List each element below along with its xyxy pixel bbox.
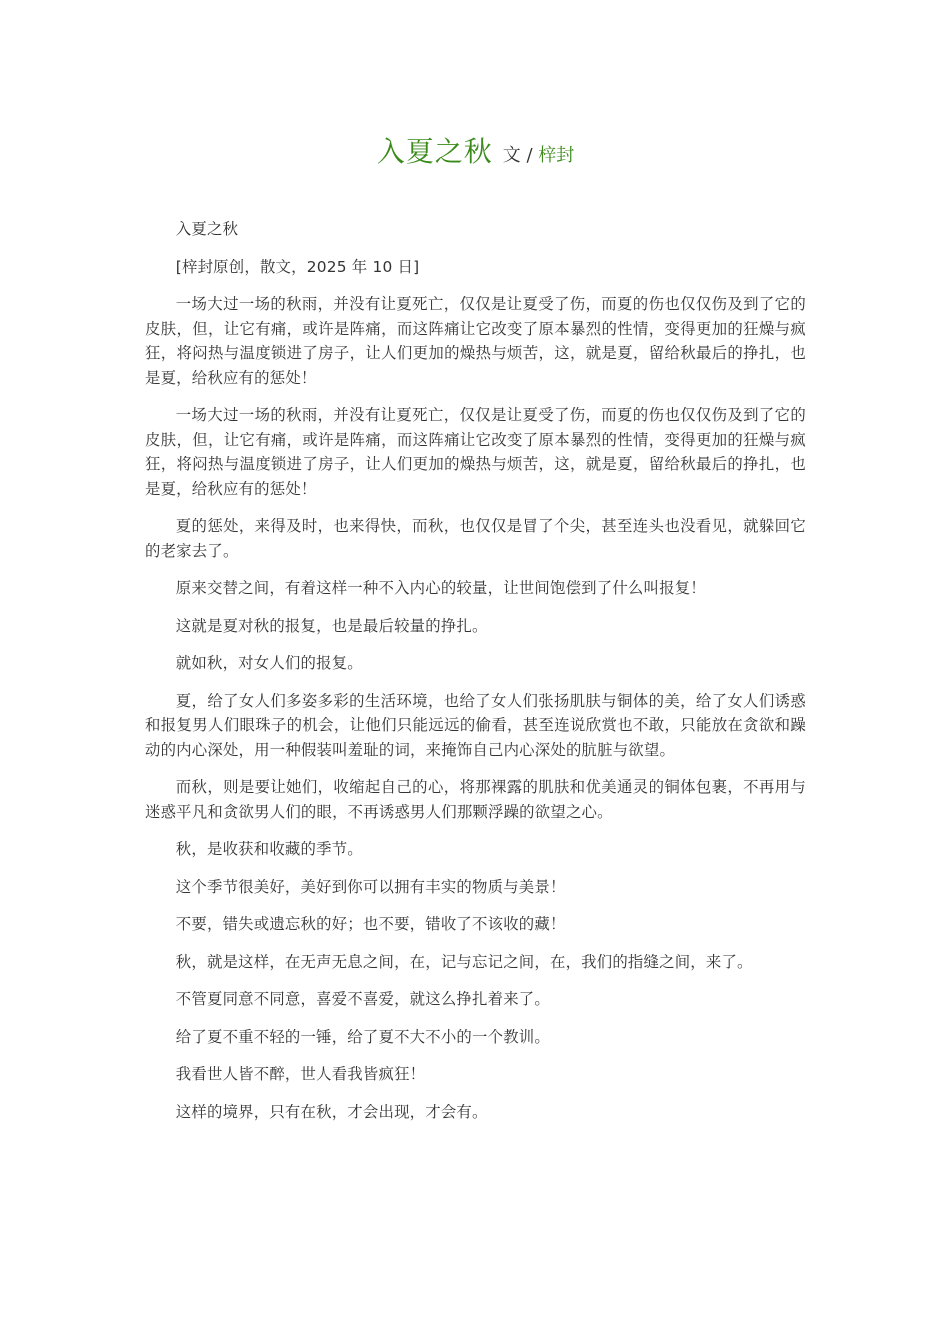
paragraph: 就如秋，对女人们的报复。 [175, 654, 363, 672]
paragraph: 而秋，则是要让她们，收缩起自己的心，将那裸露的肌肤和优美通灵的铜体包裹，不再用与迷惑平凡和贪欲男人们的眼，不再诱惑男人们那颗浮躁的欲望之心。 [145, 778, 806, 821]
author-link[interactable]: 梓封 [538, 145, 575, 166]
byline-prefix: 文 / [502, 145, 539, 166]
article-subtitle: 入夏之秋 [175, 220, 239, 238]
paragraph: 一场大过一场的秋雨，并没有让夏死亡，仅仅是让夏受了伤，而夏的伤也仅仅伤及到了它的皮肤，但，让它有痛，或许是阵痛，而这阵痛让它改变了原本暴烈的性情，变得更加的狂燥与疯狂，将闷热与温度锁进了房子，让人们更加的燥热与烦苦，这，就是夏，留给秋最后的挣扎，也是夏，给秋应有的惩处！ [145, 295, 806, 387]
paragraph: 不要，错失或遗忘秋的好；也不要，错收了不该收的藏！ [175, 915, 566, 933]
paragraph: 这就是夏对秋的报复，也是最后较量的挣扎。 [175, 616, 488, 635]
paragraph: 秋，就是这样，在无声无息之间，在，记与忘记之间，在，我们的指缝之间，来了。 [175, 952, 753, 971]
paragraph: 我看世人皆不醉，世人看我皆疯狂！ [175, 1065, 426, 1083]
title-row [145, 128, 806, 176]
paragraph: 给了夏不重不轻的一锤，给了夏不大不小的一个教训。 [175, 1027, 550, 1046]
page-title: 入夏之秋 [376, 135, 493, 168]
paragraph: 这样的境界，只有在秋，才会出现，才会有。 [175, 1102, 488, 1121]
paragraph: 夏的惩处，来得及时，也来得快，而秋，也仅仅是冒了个尖，甚至连头也没看见，就躲回它的老家去了。 [145, 517, 806, 560]
paragraph: 秋，是收获和收藏的季节。 [175, 840, 363, 858]
paragraph: 原来交替之间，有着这样一种不入内心的较量，让世间饱偿到了什么叫报复！ [175, 579, 706, 597]
article-page [145, 128, 806, 1137]
paragraph: 一场大过一场的秋雨，并没有让夏死亡，仅仅是让夏受了伤，而夏的伤也仅仅伤及到了它的皮肤，但，让它有痛，或许是阵痛，而这阵痛让它改变了原本暴烈的性情，变得更加的狂燥与疯狂，将闷热与温度锁进了房子，让人们更加的燥热与烦苦，这，就是夏，留给秋最后的挣扎，也是夏，给秋应有的惩处！ [145, 406, 806, 498]
paragraph: 这个季节很美好，美好到你可以拥有丰实的物质与美景！ [175, 877, 566, 896]
article-meta: [梓封原创，散文，2025 年 10 日] [175, 257, 420, 276]
paragraph: 不管夏同意不同意，喜爱不喜爱，就这么挣扎着来了。 [175, 990, 550, 1008]
paragraph: 夏，给了女人们多姿多彩的生活环境，也给了女人们张扬肌肤与铜体的美，给了女人们诱惑和报复男人们眼珠子的机会，让他们只能远远的偷看，甚至连说欣赏也不敢，只能放在贪欲和躁动的内心深处，用一种假装叫羞耻的词，来掩饰自己内心深处的肮脏与欲望。 [145, 691, 806, 759]
